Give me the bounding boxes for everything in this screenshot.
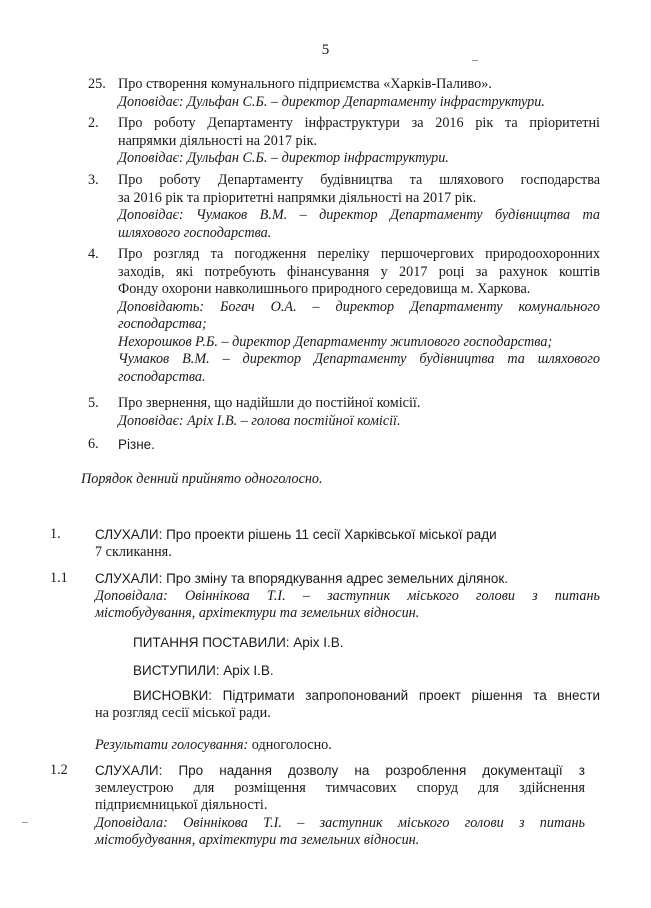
conclusions [95, 687, 600, 722]
item-heard-line: землеустрою для розміщення тимчасових споруд для здійснення [95, 779, 585, 796]
agenda-item-title-line: заходів, які потребують фінансування у 2017 році за рахунок коштів [118, 263, 600, 280]
agenda-item-number: 3. [88, 172, 99, 188]
agenda-item-speaker-line: шляхового господарства. [118, 224, 272, 241]
agenda-item-title-line: Про роботу Департаменту інфраструктури за 2016 рік та пріоритетні [118, 115, 600, 131]
agenda-item-speaker-line: Нехорошков Р.Б. – директор Департаменту житлового господарства; [118, 333, 553, 350]
agenda-item-title-line: Фонду охорони навколишнього природного середовища м. Харкова. [118, 281, 531, 297]
conclusions-line: на розгляд сесії міської ради. [95, 704, 271, 721]
item-heard-line: підприємницької діяльності. [95, 797, 268, 813]
section-heard-line: 7 скликання. [95, 543, 172, 560]
agenda-item-number: 25. [88, 76, 106, 92]
scan-mark [22, 822, 28, 823]
agenda-item-title-line: напрямки діяльності на 2017 рік. [118, 132, 318, 149]
conclusions-line: ВИСНОВКИ: Підтримати запропонований проект рішення та внести [133, 688, 600, 703]
item-number: 1.2 [50, 762, 68, 778]
agenda-item-speaker-line: Чумаков В.М. – директор Департаменту будівництва та шляхового [118, 351, 600, 367]
agenda-item-title-line: за 2016 рік та пріоритетні напрямки діяльності на 2017 рік. [118, 189, 477, 206]
section-number: 1. [50, 526, 61, 542]
item-speaker-line: Доповідала: Овіннікова Т.І. – заступник міського голови з питань [95, 814, 585, 831]
agenda-item-speaker-line: господарства; [118, 316, 207, 332]
agenda-item-title: Різне. [118, 437, 155, 452]
agenda-item-speaker-line: Доповідають: Богач О.А. – директор Департаменту комунального [118, 298, 600, 315]
agenda-item-title-line: Про розгляд та погодження переліку першочергових природоохоронних [118, 246, 600, 262]
item-speaker-line: Доповідала: Овіннікова Т.І. – заступник міського голови з питань [95, 587, 600, 604]
agenda-item-speaker: Доповідає: Дульфан С.Б. – директор Департаменту інфраструктури. [118, 93, 545, 110]
agenda-item-number: 2. [88, 115, 99, 131]
agenda-item-speaker-line: Доповідає: Чумаков В.М. – директор Департаменту будівництва та [118, 207, 600, 223]
agenda-item-speaker: Доповідає: Аріх І.В. – голова постійної комісії. [118, 412, 401, 429]
item-number: 1.1 [50, 570, 68, 586]
agenda-item-speaker-line: господарства. [118, 368, 206, 385]
agenda-item-number: 4. [88, 246, 99, 262]
item-heard: СЛУХАЛИ: Про зміну та впорядкування адрес земельних ділянок. [95, 571, 509, 586]
scan-mark [472, 60, 478, 61]
question-raised: ПИТАННЯ ПОСТАВИЛИ: Аріх І.В. [133, 635, 344, 650]
agenda-item-number: 6. [88, 436, 99, 452]
agenda-item-title: Про звернення, що надійшли до постійної комісії. [118, 395, 421, 411]
spoke: ВИСТУПИЛИ: Аріх І.В. [133, 663, 274, 678]
item-speaker-line: містобудування, архітектури та земельних відносин. [95, 605, 420, 621]
vote-results-value: одноголосно. [248, 737, 332, 753]
section-heard-line: СЛУХАЛИ: Про проекти рішень 11 сесії Харківської міської ради [95, 527, 497, 542]
agenda-item-number: 5. [88, 395, 99, 411]
page-number: 5 [321, 42, 330, 58]
vote-results-label: Результати голосування: [95, 737, 249, 753]
agenda-item-speaker: Доповідає: Дульфан С.Б. – директор інфраструктури. [118, 150, 449, 166]
vote-results [95, 737, 332, 755]
agenda-item-title-line: Про роботу Департаменту будівництва та шляхового господарства [118, 172, 600, 188]
agenda-item-title: Про створення комунального підприємства «Харків-Паливо». [118, 76, 492, 92]
agenda-accepted-note: Порядок денний прийнято одноголосно. [81, 471, 323, 487]
item-speaker-line: містобудування, архітектури та земельних відносин. [95, 832, 420, 848]
item-heard-line: СЛУХАЛИ: Про надання дозволу на розроблення документації з [95, 763, 585, 778]
